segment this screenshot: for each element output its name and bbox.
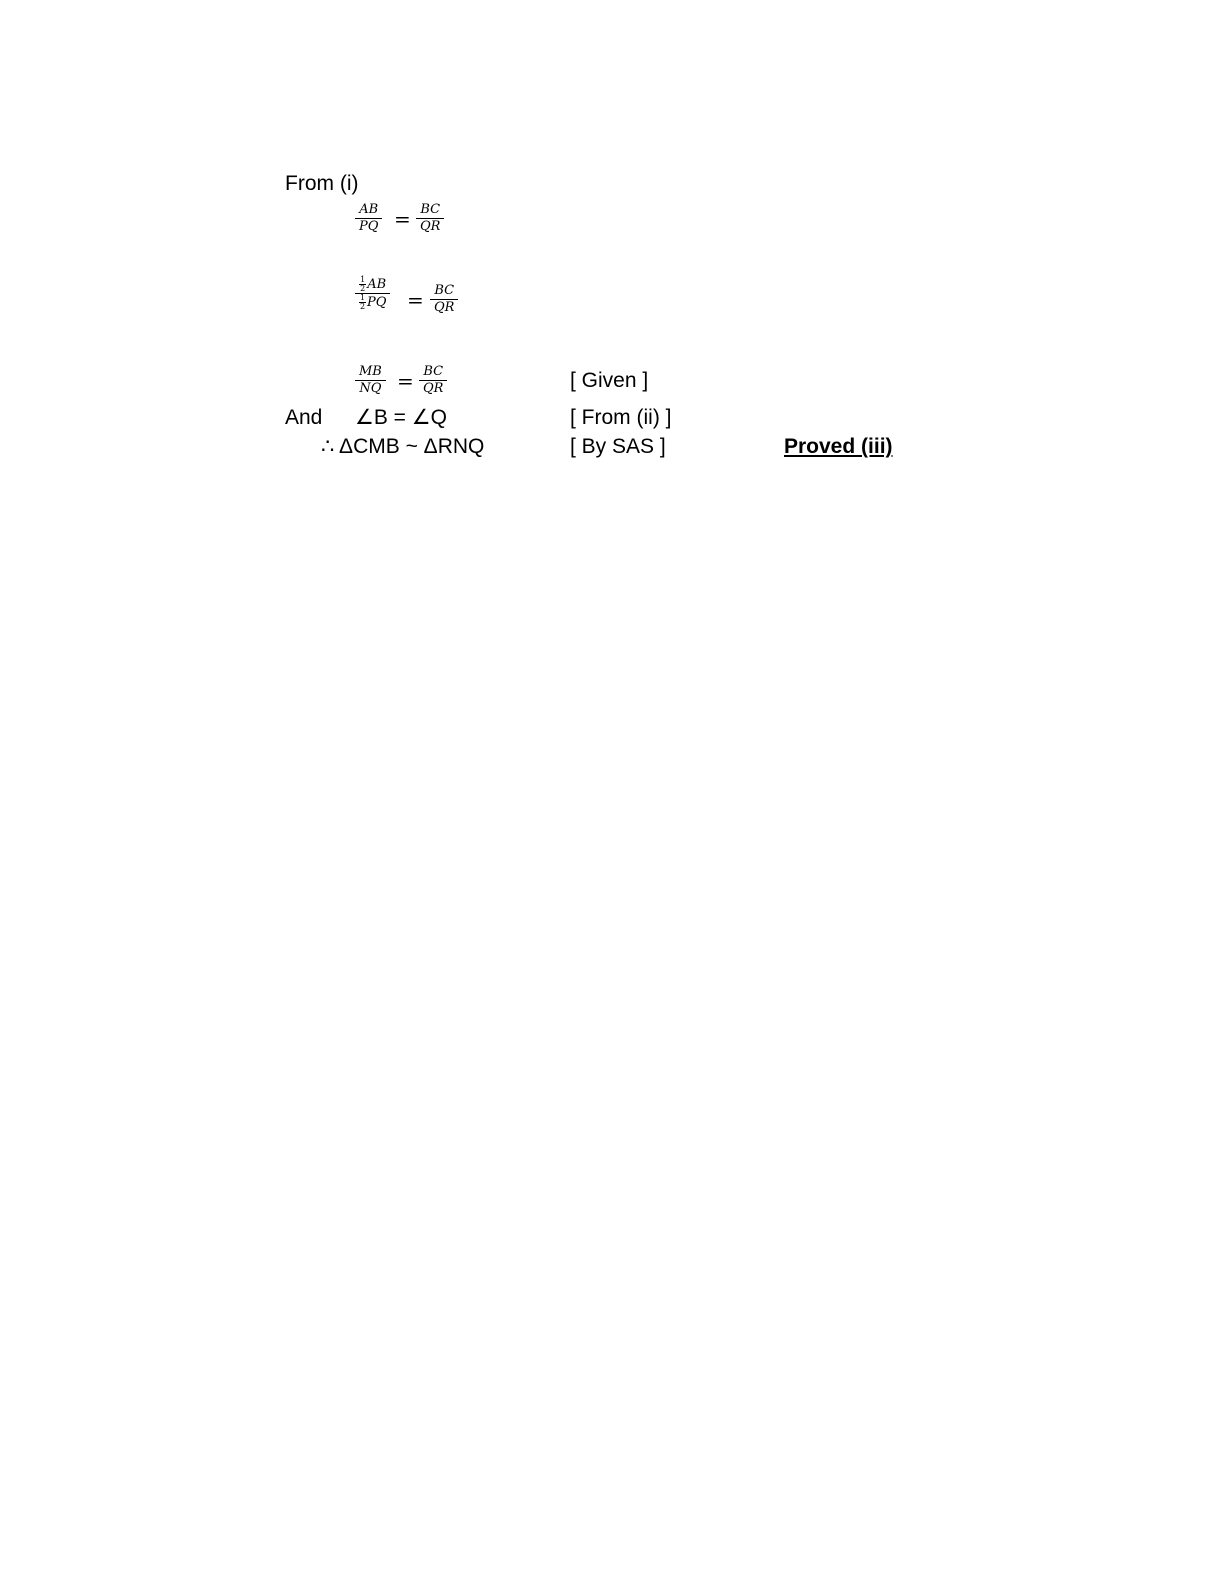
eq2-right-fraction: [430, 283, 458, 316]
eq2-left-denominator-text: PQ: [367, 295, 387, 310]
eq1-right-fraction: [416, 202, 444, 235]
eq1-left-numerator: AB: [359, 202, 379, 217]
from-i-label: From (i): [285, 172, 359, 195]
half-fraction: [359, 294, 366, 311]
proved-label: Proved (iii): [784, 435, 893, 458]
half-denominator: 2: [359, 302, 366, 311]
eq3-equals: =: [397, 369, 414, 393]
eq2-equals: =: [407, 288, 424, 312]
eq1-right-denominator: QR: [420, 219, 441, 234]
half-denominator: 2: [360, 284, 366, 293]
eq2-left-numerator: [355, 276, 390, 293]
eq1-right-numerator: BC: [420, 202, 441, 217]
eq1-left-fraction: [355, 202, 382, 235]
angle-reason: [ From (ii) ]: [570, 406, 672, 429]
eq3-right-fraction: [419, 364, 447, 397]
eq3-left-denominator: NQ: [359, 381, 382, 396]
eq3-right-denominator: QR: [423, 381, 444, 396]
and-word: And: [285, 406, 323, 429]
half-fraction: [359, 276, 366, 293]
eq2-right-numerator: BC: [434, 283, 455, 298]
half-numerator: 1: [360, 275, 366, 284]
eq3-right-numerator: BC: [423, 364, 444, 379]
eq3-left-fraction: [355, 364, 386, 397]
similarity-statement: ∴ ΔCMB ~ ΔRNQ: [321, 435, 485, 458]
eq3-reason: [ Given ]: [570, 369, 649, 392]
eq2-left-fraction: [355, 276, 390, 311]
eq1-equals: =: [394, 207, 411, 231]
half-numerator: 1: [359, 293, 366, 302]
eq2-right-denominator: QR: [434, 300, 455, 315]
eq1-left-denominator: PQ: [359, 219, 379, 234]
similarity-reason: [ By SAS ]: [570, 435, 666, 458]
angle-statement: ∠B = ∠Q: [355, 406, 447, 429]
eq2-left-numerator-text: AB: [367, 277, 387, 292]
eq2-left-denominator: [355, 294, 390, 311]
eq3-left-numerator: MB: [359, 364, 382, 379]
